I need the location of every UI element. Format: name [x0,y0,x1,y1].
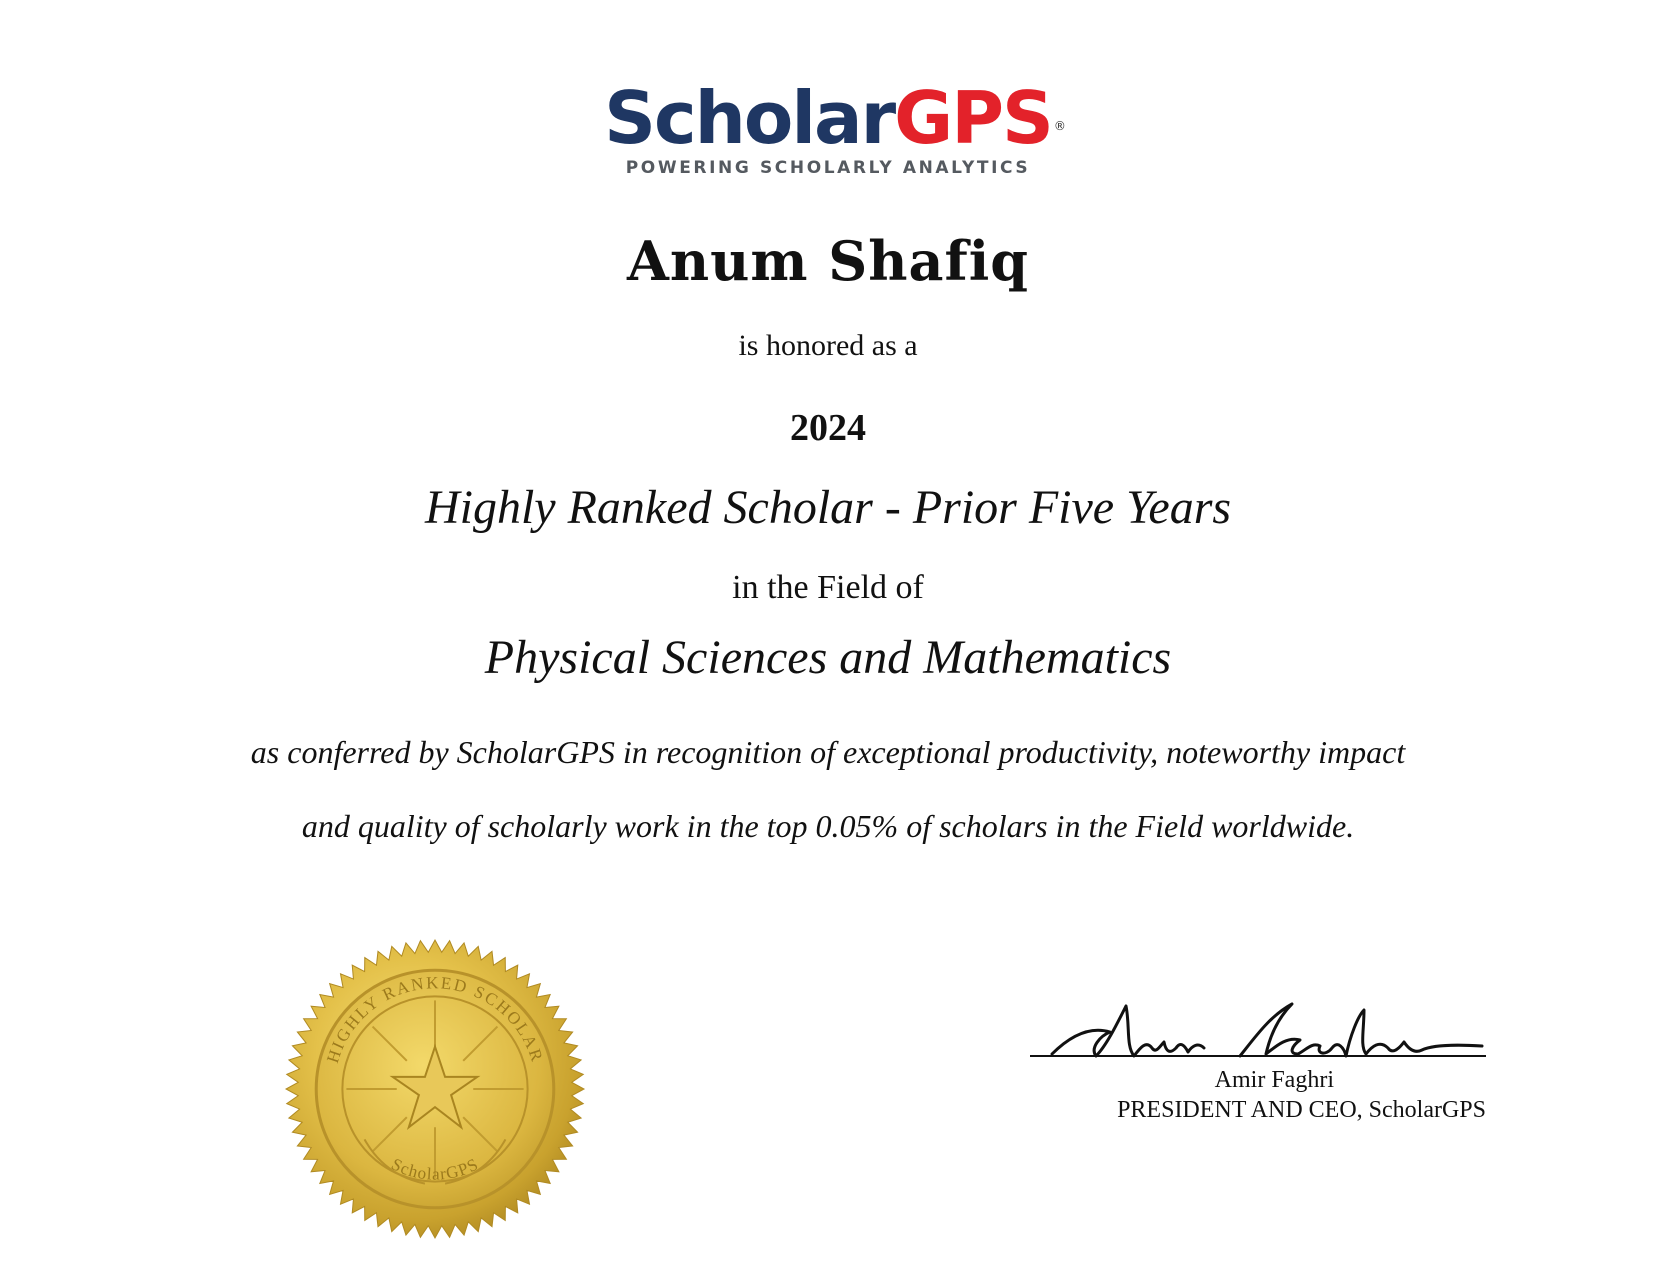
registered-mark: ® [1053,119,1066,133]
field-name: Physical Sciences and Mathematics [484,631,1172,684]
gold-seal [284,938,586,1240]
citation-line-1: as conferred by ScholarGPS in recognition of exceptional productivity, noteworthy impact [250,734,1406,770]
logo-tagline: POWERING SCHOLARLY ANALYTICS [625,158,1031,178]
award-title: Highly Ranked Scholar - Prior Five Years [424,481,1232,534]
handwritten-signature [1030,996,1486,1072]
logo-wordmark [604,76,1066,160]
honored-text: is honored as a [738,329,918,362]
signatory-title: PRESIDENT AND CEO, ScholarGPS [1117,1097,1486,1123]
seal-bottom-text: ScholarGPS [388,1154,482,1184]
signature-block [1030,996,1486,1136]
award-year: 2024 [790,407,866,449]
logo-gps-text: GPS [894,76,1052,160]
logo-scholar-text: Scholar [604,76,895,160]
field-intro: in the Field of [732,569,924,606]
citation-line-2: and quality of scholarly work in the top 0.05% of scholars in the Field worldwide. [301,808,1355,844]
signatory-name: Amir Faghri [1214,1067,1334,1093]
scholargps-logo [0,78,1656,178]
seal-top-text: HIGHLY RANKED SCHOLAR [322,973,548,1066]
recipient-name: Anum Shafiq [626,229,1030,293]
